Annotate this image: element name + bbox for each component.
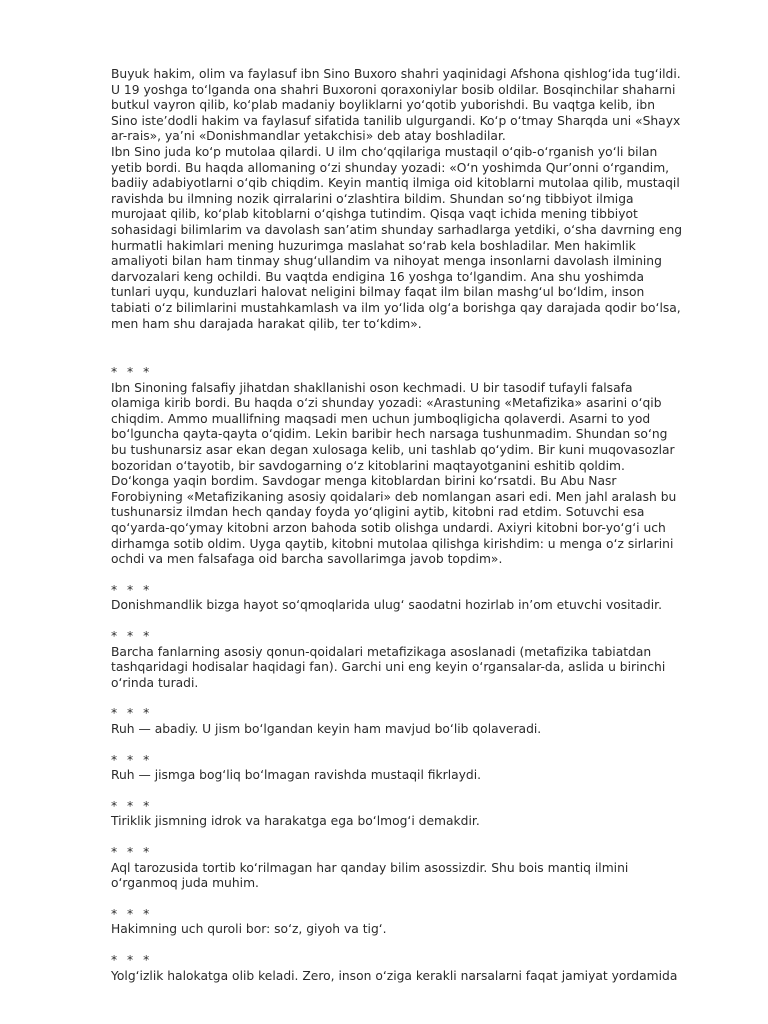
document-body (111, 67, 711, 984)
section-separator: * * * (111, 798, 153, 813)
spacer (111, 830, 711, 845)
section-separator: * * * (111, 752, 153, 767)
quote-soul-independent: Ruh — jismga bog‘liq bo‘lmagan ravishda mustaqil fikrlaydi. (111, 768, 482, 783)
section-philosophy: Ibn Sinoning falsafiy jihatdan shakllanishi oson kechmadi. U bir tasodif tufayli falsafa olamiga kirib bordi. Bu haqda o‘zi shunday yozadi: «Arastuning «Metafizika» asarini o‘qib chiqdim. Ammo muallifning maqsadi men uchun jumboqligicha qolaverdi. Asarni to yod bo‘lguncha qayta-qayta o‘qidim. Lekin baribir hech narsaga tushunmadim. Shundan so‘ng bu tushunarsiz asar ekan degan xulosaga kelib, uni tashlab qo‘ydim. Bir kuni muqovasozlar bozoridan o‘tayotib, bir savdogarning o‘z kitoblarini maqtayotganini eshitib qoldim. Do‘konga yaqin bordim. Savdogar menga kitoblardan birini ko‘rsatdi. Bu Abu Nasr Forobiyning «Metafizikaning asosiy qoidalari» deb nomlangan asari edi. Men jahl aralash bu tushunarsiz ilmdan hech qanday foyda yo‘qligini aytib, kitobni rad etdim. Sotuvchi esa qo‘yarda-qo‘ymay kitobni arzon bahoda sotib olishga undardi. Axiyri kitobni bor-yo‘g‘i uch dirhamga sotib oldim. Uyga qaytib, kitobni mutolaa qilishga kirishdim: u menga o‘z sirlarini ochdi va men falsafaga oid barcha savollarimga javob topdim». (111, 380, 677, 567)
section-separator: * * * (111, 629, 153, 643)
section-separator: * * * (111, 844, 153, 859)
intro-paragraph-2: Ibn Sino juda ko‘p mutolaa qilardi. U ilm cho‘qqilariga mustaqil o‘qib-o‘rganish yo‘li bilan yetib bordi. Bu haqda allomaning o‘zi shunday yozadi: «O‘n yoshimda Qur’onni o‘rgandim, badiiy adabiyotlarni o‘qib chiqdim. Keyin mantiq ilmiga oid kitoblarni mutolaa qilib, mustaqil ravishda bu ilmning nozik qirralarini o‘zlashtira bildim. Shundan so‘ng tibbiyot ilmiga murojaat qilib, ko‘plab kitoblarni o‘qishga tutindim. Qisqa vaqt ichida mening tibbiyot sohasidagi bilimlarim va davolash san’atim shunday sarhadlarga yetdiki, o‘sha davrning eng hurmatli hakimlari mening huzurimga maslahat so‘rab kela boshladilar. Men hakimlik amaliyoti bilan ham tinmay shug‘ullandim va nihoyat menga insonlarni davolash ilmining darvozalari keng ochildi. Bu vaqtda endigina 16 yoshga to‘lgandim. Ana shu yoshimda tunlari uyqu, kunduzlari halovat neligini bilmay faqat ilm bilan mashg‘ul bo‘ldim, inson tabiati o‘z bilimlarini mustahkamlash va ilm yo‘lida olg‘a borishga qay darajada qodir bo‘lsa, men ham shu darajada harakat qilib, ter to‘kdim». (111, 144, 683, 331)
quote-wisdom: Donishmandlik bizga hayot so‘qmoqlarida ulug‘ saodatni hozirlab in’om etuvchi vositadir. (111, 598, 662, 613)
section-separator: * * * (111, 952, 153, 967)
spacer (111, 332, 711, 365)
spacer (111, 938, 711, 953)
quote-logic: Aql tarozusida tortib ko‘rilmagan har qanday bilim asossizdir. Shu bois mantiq ilmini o‘rganmoq juda muhim. (111, 860, 629, 891)
quote-soul-eternal: Ruh — abadiy. U jism bo‘lgandan keyin ham mavjud bo‘lib qolaveradi. (111, 721, 542, 736)
quote-life: Tiriklik jismning idrok va harakatga ega bo‘lmog‘i demakdir. (111, 814, 480, 829)
section-separator: * * * (111, 906, 153, 921)
spacer (111, 784, 711, 799)
spacer (111, 892, 711, 907)
section-separator: * * * (111, 365, 153, 380)
spacer (111, 691, 711, 706)
quote-metaphysics: Barcha fanlarning asosiy qonun-qoidalari metafizikaga asoslanadi (metafizika tabiatdan tashqaridagi hodisalar haqidagi fan). Garchi uni eng keyin o‘rgansalar-da, aslida u birinchi o‘rinda turadi. (111, 644, 666, 690)
section-separator: * * * (111, 706, 153, 721)
section-separator: * * * (111, 582, 153, 597)
spacer (111, 614, 711, 629)
spacer (111, 738, 711, 753)
intro-paragraph-1: Buyuk hakim, olim va faylasuf ibn Sino Buxoro shahri yaqinidagi Afshona qishlog‘ida tug‘ildi. U 19 yoshga to‘lganda ona shahri Buxoroni qoraxoniylar bosib oldilar. Bosqinchilar shaharni butkul vayron qilib, ko‘plab madaniy boyliklarni yo‘qotib yuborishdi. Bu vaqtga kelib, ibn Sino iste’dodli hakim va faylasuf sifatida tanilib ulgurgandi. Ko‘p o‘tmay Sharqda uni «Shayx ar-rais», ya’ni «Donishmandlar yetakchisi» deb atay boshladilar. (111, 67, 681, 144)
quote-physician-tools: Hakimning uch quroli bor: so‘z, giyoh va tig‘. (111, 922, 387, 937)
spacer (111, 568, 711, 583)
quote-solitude: Yolg‘izlik halokatga olib keladi. Zero, inson o‘ziga kerakli narsalarni faqat jamiyat yordamida (111, 968, 678, 983)
